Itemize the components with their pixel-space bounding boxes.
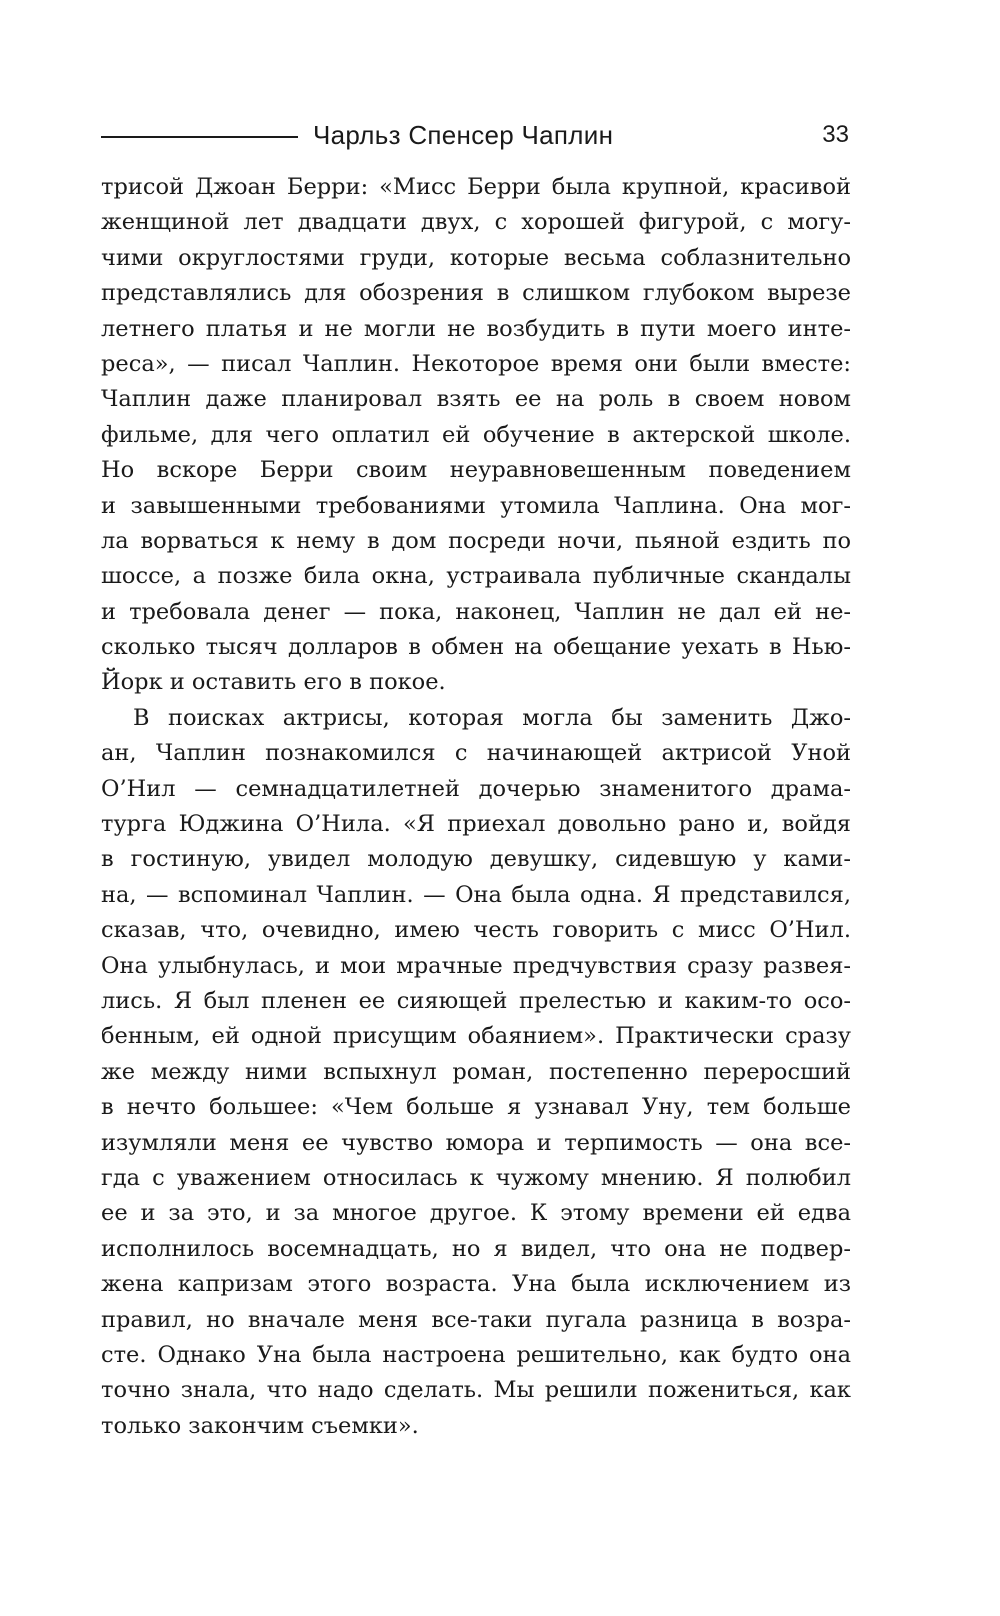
text-line: трисой Джоан Берри: «Мисс Берри была крупной, красивой	[101, 174, 851, 200]
text-line: жена капризам этого возраста. Уна была исключением из	[101, 1271, 851, 1298]
text-line: на, — вспоминал Чаплин. — Она была одна. Я представился,	[101, 881, 851, 908]
text-line: фильме, для чего оплатил ей обучение в актерской школе.	[101, 421, 851, 448]
text-line: ан, Чаплин познакомился с начинающей актрисой Уной	[101, 740, 851, 767]
body-text	[101, 170, 851, 1444]
text-line: турга Юджина О’Нила. «Я приехал довольно рано и, войдя	[101, 811, 851, 838]
header-rule	[101, 136, 298, 138]
text-line: точно знала, что надо сделать. Мы решили пожениться, как	[101, 1377, 851, 1404]
text-line: изумляли меня ее чувство юмора и терпимость — она все-	[101, 1129, 851, 1156]
running-title: Чарльз Спенсер Чаплин	[313, 120, 614, 150]
text-line: Йорк и оставить его в покое.	[101, 669, 446, 696]
text-line: ее и за это, и за многое другое. К этому времени ей едва	[101, 1200, 851, 1227]
text-line: О’Нил — семнадцатилетней дочерью знаменитого драма-	[101, 775, 851, 802]
running-header	[101, 118, 849, 158]
text-line: сте. Однако Уна была настроена решительно, как будто она	[101, 1341, 851, 1368]
text-line: и требовала денег — пока, наконец, Чаплин не дал ей не-	[101, 598, 851, 625]
text-line: летнего платья и не могли не возбудить в пути моего инте-	[101, 315, 851, 342]
text-line: правил, но вначале меня все-таки пугала разница в возра-	[101, 1306, 851, 1333]
text-line: Но вскоре Берри своим неуравновешенным поведением	[101, 457, 851, 484]
text-line: и завышенными требованиями утомила Чаплина. Она мог-	[101, 492, 851, 519]
text-line: в гостиную, увидел молодую девушку, сидевшую у ками-	[101, 846, 851, 873]
text-line: В поисках актрисы, которая могла бы заменить Джо-	[133, 704, 851, 731]
text-line: в нечто большее: «Чем больше я узнавал Уну, тем больше	[101, 1094, 851, 1121]
page-number: 33	[822, 121, 849, 148]
text-line: бенным, ей одной присущим обаянием». Практически сразу	[101, 1023, 851, 1050]
text-line: же между ними вспыхнул роман, постепенно переросший	[101, 1058, 851, 1085]
text-line: сказав, что, очевидно, имею честь говорить с мисс О’Нил.	[101, 917, 851, 944]
text-line: женщиной лет двадцати двух, с хорошей фигурой, с могу-	[101, 209, 851, 236]
text-line: Чаплин даже планировал взять ее на роль в своем новом	[101, 386, 851, 413]
text-line: только закончим съемки».	[101, 1412, 419, 1439]
text-line: лись. Я был пленен ее сияющей прелестью и каким-то осо-	[101, 987, 851, 1014]
text-line: исполнилось восемнадцать, но я видел, что она не подвер-	[101, 1235, 851, 1262]
text-line: представлялись для обозрения в слишком глубоком вырезе	[101, 280, 851, 307]
text-line: гда с уважением относилась к чужому мнению. Я полюбил	[101, 1164, 851, 1191]
text-line: ла ворваться к нему в дом посреди ночи, пьяной ездить по	[101, 527, 851, 554]
text-line: шоссе, а позже била окна, устраивала публичные скандалы	[101, 563, 851, 590]
paragraph-1	[101, 170, 851, 701]
text-line: сколько тысяч долларов в обмен на обещание уехать в Нью-	[101, 634, 851, 661]
text-line: реса», — писал Чаплин. Некоторое время они были вместе:	[101, 350, 851, 377]
text-line: чими округлостями груди, которые весьма соблазнительно	[101, 244, 851, 271]
text-line: Она улыбнулась, и мои мрачные предчувствия сразу развея-	[101, 952, 851, 979]
paragraph-2	[101, 701, 851, 1444]
